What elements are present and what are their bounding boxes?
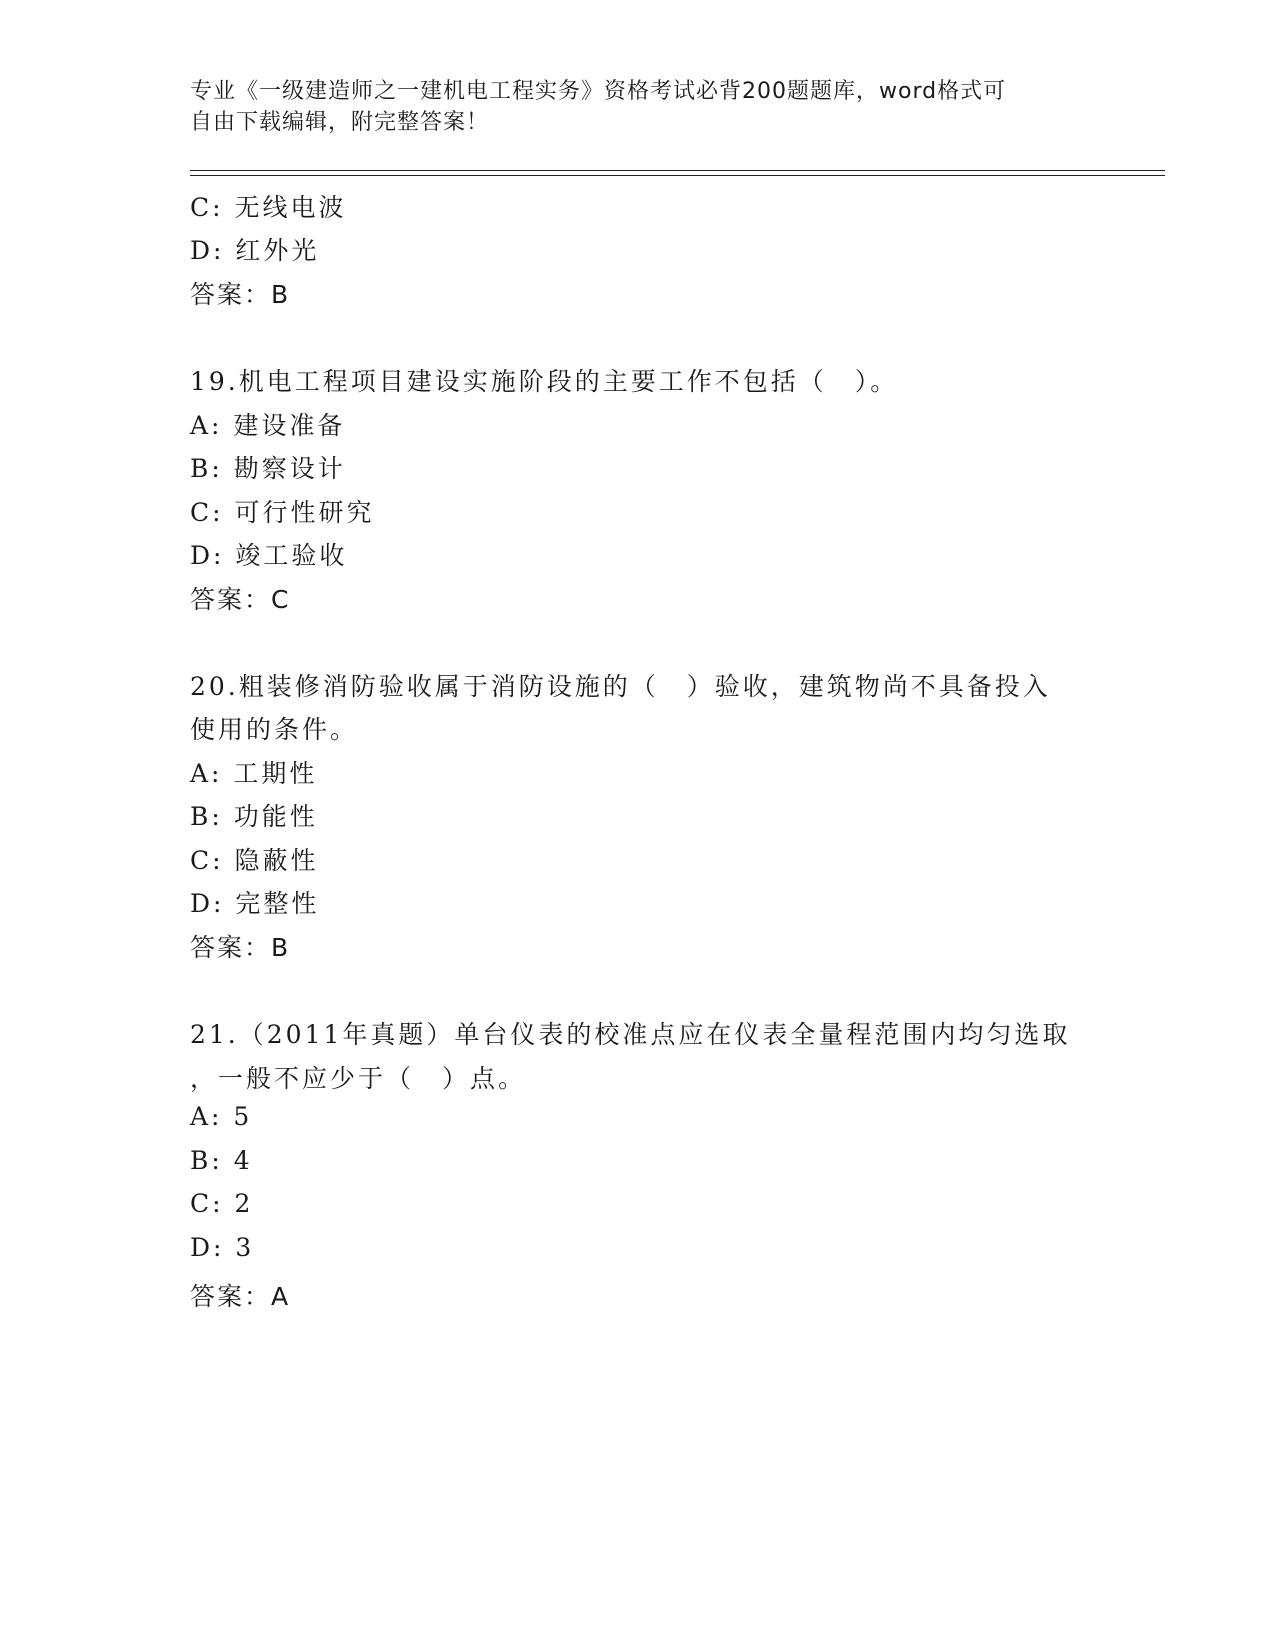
option-d: D: 3 xyxy=(190,1233,255,1262)
option-d: D: 竣工验收 xyxy=(190,541,348,570)
option-a: A: 建设准备 xyxy=(190,411,346,440)
question-stem-line2: 使用的条件。 xyxy=(190,715,359,744)
option-a: A: 工期性 xyxy=(190,759,318,788)
option-a: A: 5 xyxy=(190,1102,253,1131)
option-b: B: 4 xyxy=(190,1146,253,1175)
header-title-line2: 自由下载编辑，附完整答案！ xyxy=(190,110,490,135)
answer: 答案：A xyxy=(190,1282,291,1311)
question-stem-line1: 20.粗装修消防验收属于消防设施的（ ）验收，建筑物尚不具备投入 xyxy=(190,672,1051,701)
option-c: C: 可行性研究 xyxy=(190,498,375,527)
header-rule-bottom xyxy=(190,175,1165,176)
option-d: D: 红外光 xyxy=(190,236,320,265)
option-b: B: 功能性 xyxy=(190,802,318,831)
option-b: B: 勘察设计 xyxy=(190,454,346,483)
answer: 答案：B xyxy=(190,280,291,309)
option-d: D: 完整性 xyxy=(190,889,320,918)
answer: 答案：B xyxy=(190,933,291,962)
question-stem: 19.机电工程项目建设实施阶段的主要工作不包括（ ）。 xyxy=(190,367,899,396)
question-stem-line1: 21.（2011年真题）单台仪表的校准点应在仪表全量程范围内均匀选取 xyxy=(190,1020,1071,1049)
option-c: C: 2 xyxy=(190,1189,254,1218)
header-title-line1: 专业《一级建造师之一建机电工程实务》资格考试必背200题题库，word格式可 xyxy=(190,79,1007,104)
answer: 答案：C xyxy=(190,585,291,614)
header-rule-top xyxy=(190,170,1165,171)
option-c: C: 隐蔽性 xyxy=(190,846,319,875)
option-c: C: 无线电波 xyxy=(190,193,347,222)
question-stem-line2: ，一般不应少于（ ）点。 xyxy=(190,1064,527,1093)
